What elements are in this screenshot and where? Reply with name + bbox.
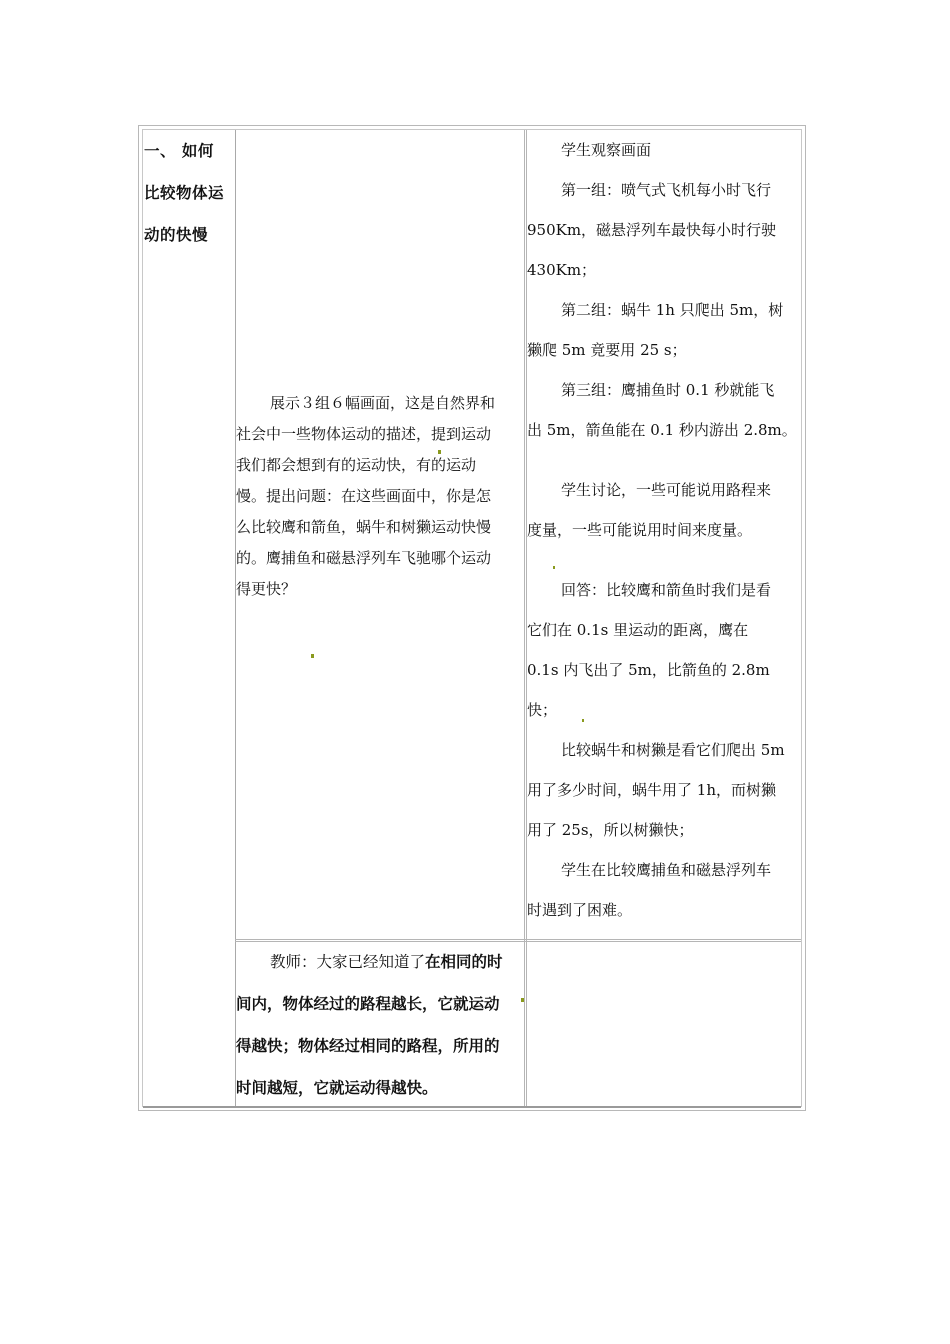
- teacher-line: 社会中一些物体运动的描述，提到运动: [236, 425, 492, 443]
- student-line: 0.1s 内飞出了 5m，比箭鱼的 2.8m: [527, 661, 770, 679]
- student-line: 学生观察画面: [561, 141, 652, 159]
- section-title-line: 一、 如何: [144, 142, 214, 160]
- speck-mark: [582, 719, 584, 722]
- teacher-line: 么比较鹰和箭鱼，蜗牛和树獭运动快慢: [236, 518, 492, 536]
- teacher-summary-text: [236, 941, 524, 1109]
- summary-bold-text: 时间越短，它就运动得越快。: [236, 1079, 438, 1097]
- student-line: 出 5m，箭鱼能在 0.1 秒内游出 2.8m。: [527, 421, 797, 439]
- student-line: 快；: [527, 701, 558, 719]
- student-line: 学生讨论，一些可能说用路程来: [561, 481, 772, 499]
- student-line: 度量，一些可能说用时间来度量。: [527, 521, 753, 539]
- summary-bold-text: 间内，物体经过的路程越长，它就运动: [236, 995, 500, 1013]
- student-line: 第一组：喷气式飞机每小时飞行: [561, 181, 772, 199]
- summary-bold-text: 得越快；物体经过相同的路程，所用的: [236, 1037, 500, 1055]
- teacher-line: 我们都会想到有的运动快，有的运动: [236, 456, 477, 474]
- section-title-line: 比较物体运: [144, 184, 225, 202]
- student-line: 它们在 0.1s 里运动的距离，鹰在: [527, 621, 749, 639]
- section-title: [144, 130, 234, 256]
- teacher-activity-text: [236, 388, 524, 605]
- student-line: 430Km；: [527, 261, 597, 279]
- summary-lead: 教师：大家已经知道了: [270, 953, 426, 971]
- student-line: 950Km，磁悬浮列车最快每小时行驶: [527, 221, 777, 239]
- student-line: 第二组：蜗牛 1h 只爬出 5m，树: [561, 301, 784, 319]
- student-line: 学生在比较鹰捕鱼和磁悬浮列车: [561, 861, 772, 879]
- teacher-line: 慢。提出问题：在这些画面中，你是怎: [236, 487, 492, 505]
- student-line: 比较蜗牛和树獭是看它们爬出 5m: [561, 741, 785, 759]
- student-line: 獭爬 5m 竟要用 25 s；: [527, 341, 687, 359]
- summary-line: [236, 941, 524, 983]
- speck-mark: [311, 654, 314, 658]
- student-line: 用了 25s，所以树獭快；: [527, 821, 694, 839]
- student-activity-text: [527, 130, 803, 930]
- student-line: 用了多少时间，蜗牛用了 1h，而树獭: [527, 781, 776, 799]
- spacer: [527, 450, 803, 470]
- summary-bold-text: 在相同的时: [425, 953, 503, 971]
- student-line: 时遇到了困难。: [527, 901, 633, 919]
- spacer: [527, 550, 803, 570]
- student-line: 第三组：鹰捕鱼时 0.1 秒就能飞: [561, 381, 775, 399]
- teacher-line: 展示３组６幅画面，这是自然界和: [270, 394, 496, 412]
- speck-mark: [438, 450, 441, 454]
- student-line: 回答：比较鹰和箭鱼时我们是看: [561, 581, 772, 599]
- speck-mark: [553, 566, 555, 569]
- teacher-line: 得更快？: [236, 580, 297, 598]
- teacher-line: 的。鹰捕鱼和磁悬浮列车飞驰哪个运动: [236, 549, 492, 567]
- speck-mark: [521, 998, 524, 1002]
- section-title-line: 动的快慢: [144, 226, 209, 244]
